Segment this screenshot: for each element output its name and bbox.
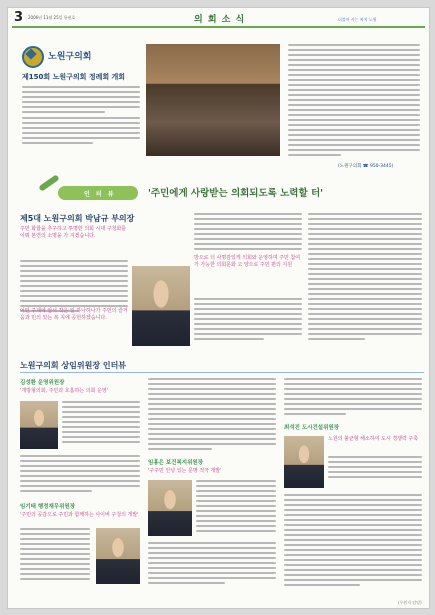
committee-mid-text [148,378,276,453]
committee-chair-1-text [62,401,140,446]
committee-chair-3-text-b [148,542,276,587]
vice-chair-text-left [20,260,128,315]
header-divider [12,26,425,28]
committee-chair-1-name: 김성환 운영위원장 [20,380,65,386]
council-name: 노원구의회 [48,52,92,62]
footer-credit: (우원지 담당) [398,600,422,605]
vice-chair-text-right [308,213,422,343]
interview-headline: '주민에게 사랑받는 의회되도록 노력할 터' [148,188,324,199]
vice-chair-title: 제5대 노원구의회 박남규 부의장 [20,214,135,223]
session-headline: 제150회 노원구의회 정례회 개회 [22,73,126,81]
contact-info: (노원구의회 ☎ 950-3445) [338,164,394,169]
committee-chair-3-portrait [148,480,192,536]
committee-section-title: 노원구의회 상임위원장 인터뷰 [20,361,127,370]
committee-chair-3-text [196,480,276,535]
committee-chair-2-text [20,528,90,583]
interview-label: 인 터 뷰 [84,191,116,198]
session-article-text [22,86,140,147]
district-slogan: 더불어 사는 복지 노원 [338,17,377,22]
council-session-photo [146,44,280,156]
pen-icon [38,174,59,192]
committee-chair-1-subtitle: '개방형의회, 주민과 호흡하는 의회 운영' [20,388,108,394]
newsletter-page [8,8,429,608]
section-title: 의 회 소 식 [194,15,246,25]
committee-chair-4-name: 최석진 도시건설위원장 [284,425,340,431]
committee-chair-4-portrait [284,436,324,488]
page-number: 3 [14,10,24,25]
committee-chair-2-name: 임기태 행정재무위원장 [20,504,76,510]
committee-section-rule [20,372,424,373]
committee-chair-2-portrait [96,528,140,584]
vice-chair-subtitle: 주민 화합을 추구하고 투명한 의회 시대 구청화를 이뤄 본연의 소명을 가 지겠습니다. [20,226,127,239]
committee-chair-1-portrait [20,401,58,449]
committee-chair-1-text-b [20,455,140,495]
vice-chair-text-mid2 [194,298,302,343]
committee-chair-4-subtitle: 노원의 불균형 해소하여 도시 경쟁력 구축 [328,436,419,442]
committee-right-text [284,378,422,418]
committee-chair-2-subtitle: '주민의 공감으로 주민과 함께하는 사이버 구청의 개발' [20,512,139,518]
committee-chair-3-name: 임홍은 보건복지위원장 [148,460,204,466]
vice-chair-quote-bottom: 어떤 주제에 앞서 작은 일 하나하나가 주민의 즐거움과 민의 있는 복 지에 공헌하겠습니다. [20,308,128,321]
vice-chair-portrait [132,266,190,346]
committee-chair-3-subtitle: '구주민 안녕 있는 문명 적극 개발' [148,468,222,474]
session-article-text-right [288,44,420,159]
vice-chair-text-mid [194,213,302,253]
committee-chair-4-text-b [284,494,422,589]
issue-date: 2006년 11월 25일 통권호 [28,15,76,20]
committee-chair-4-text [328,456,422,481]
vice-chair-quote: 방으로 더 사명감있게 의회와 운영하며 주민 참여가 가능한 의회문화 고 양으로 주민 편의 지원 [194,255,301,268]
